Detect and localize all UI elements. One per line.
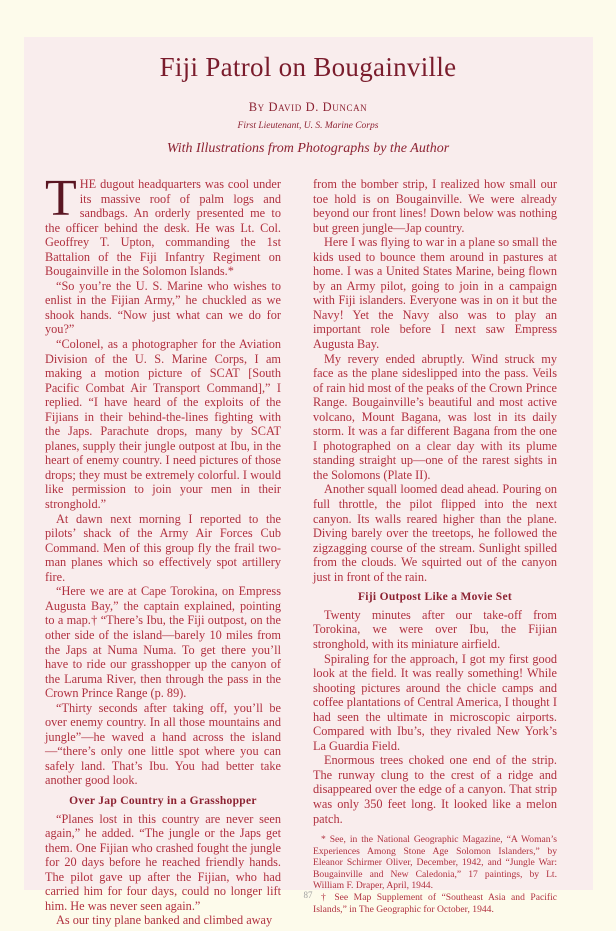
- article-title: Fiji Patrol on Bougainville: [159, 52, 457, 82]
- paragraph: “So you’re the U. S. Marine who wishes to enlist in the Fijian Army,” he chuckled as we shook hands. “Now just what can we do for you?”: [45, 278, 281, 337]
- section-heading: Over Jap Country in a Grasshopper: [69, 794, 257, 807]
- paragraph: “Planes lost in this country are never seen again,” he added. “The jungle or the Japs get them. One Fijian who crashed fought the jungle for 20 days before he reached friendly hands. The pilot gave up after the Fijian, who had carried him for four days, could no longer lift him. He was never seen again.”: [45, 811, 281, 913]
- right-column: [313, 177, 557, 915]
- paragraph: from the bomber strip, I realized how small our toe hold is on Bougainville. We were already beyond our front lines! Down below was nothing but green jungle—Jap country.: [313, 177, 557, 235]
- paragraph: Enormous trees choked one end of the strip. The runway clung to the crest of a ridge and disappeared over the edge of a canyon. That strip was only 350 feet long. It looked like a melon patch.: [313, 753, 557, 826]
- paragraph: At dawn next morning I reported to the pilots’ shack of the Army Air Forces Cub Command. Men of this group fly the frail two-man planes which so effectively spot artillery fire.: [45, 511, 281, 584]
- drop-cap: T: [45, 170, 77, 227]
- paragraph: Twenty minutes after our take-off from Torokina, we were over Ibu, the Fijian stronghold, with its miniature airfield.: [313, 607, 557, 651]
- footnote: * See, in the National Geographic Magazine, “A Woman’s Experiences Among Stone Age Solomon Islanders,” by Eleanor Schirmer Oliver, December, 1942, and “Jungle War: Bougainville and New Caledonia,” 17 paintings, by Lt. William F. Draper, April, 1944.: [313, 834, 557, 892]
- page-number: 87: [303, 890, 313, 900]
- paragraph: “Thirty seconds after taking off, you’ll be over enemy country. In all those mountains and jungle”—he waved a hand across the island—“there’s only one little spot where you can safely land. That’s Ibu. You had better take another good look.: [45, 700, 281, 788]
- paragraph: “Colonel, as a photographer for the Aviation Division of the U. S. Marine Corps, I am making a motion picture of SCAT [South Pacific Combat Air Transport Command],” I replied. “I have heard of the exploits of the Fijians in their behind-the-lines fighting with the Japs. Parachute drops, many by SCAT planes, supply their jungle outpost at Ibu, in the heart of enemy country. I need pictures of those drops; they must be extremely colorful. I would like permission to join your men in their stronghold.”: [45, 337, 281, 512]
- author-rank: First Lieutenant, U. S. Marine Corps: [237, 121, 379, 131]
- paragraph: Spiraling for the approach, I got my first good look at the field. It was really something! While shooting pictures around the chicle camps and coffee plantations of Central America, I thought I had seen the ultimate in microscopic airports. Compared with Ibu’s, they rivaled New York’s La Guardia Field.: [313, 651, 557, 753]
- paragraph: As our tiny plane banked and climbed away: [56, 913, 273, 928]
- paragraph: “Here we are at Cape Torokina, on Empress Augusta Bay,” the captain explained, pointing to a map.† “There’s Ibu, the Fiji outpost, on the other side of the island—barely 10 miles from the Japs at Numa Numa. To get there you’ll have to ride our grasshopper up the canyon of the Laruma River, then through the pass in the Crown Prince Range (p. 89).: [45, 584, 281, 701]
- illustration-credit: With Illustrations from Photographs by the Author: [166, 141, 450, 156]
- paragraph: Here I was flying to war in a plane so small the kids used to bounce them around in pastures at home. I was a United States Marine, being flown by an Army pilot, going to join in a campaign with Fiji islanders. Everyone was in on it but the Navy! Yet the Navy also was to play an important role before I next saw Empress Augusta Bay.: [313, 235, 557, 352]
- paragraph: THE dugout headquarters was cool under its massive roof of palm logs and sandbags. An orderly presented me to the officer behind the desk. He was Lt. Col. Geoffrey T. Upton, commanding the 1st Battalion of the Fiji Infantry Regiment on Bougainville in the Solomon Islands.*: [45, 170, 281, 279]
- byline: By David D. Duncan: [248, 100, 368, 114]
- footnotes: [313, 834, 557, 915]
- paragraph: My revery ended abruptly. Wind struck my face as the plane sideslipped into the pass. Veils of rain hid most of the peaks of the Crown Prince Range. Bougainville’s beautiful and most active volcano, Mount Bagana, was lost in its daily storm. It was a far different Bagana from the one I photographed on a clear day with its plume standing straight up—one of the rarest sights in the Solomons (Plate II).: [313, 351, 557, 482]
- paragraph: Another squall loomed dead ahead. Pouring on full throttle, the pilot flipped into the next canyon. Its walls reared higher than the plane. Diving barely over the treetops, he followed the zigzagging course of the stream. Sunlight spilled from the clouds. We squirted out of the canyon just in front of the rain.: [313, 482, 557, 584]
- footnote: † See Map Supplement of “Southeast Asia and Pacific Islands,” in The Geographic for October, 1944.: [313, 892, 557, 915]
- section-heading: Fiji Outpost Like a Movie Set: [357, 591, 513, 604]
- left-column: [45, 170, 281, 928]
